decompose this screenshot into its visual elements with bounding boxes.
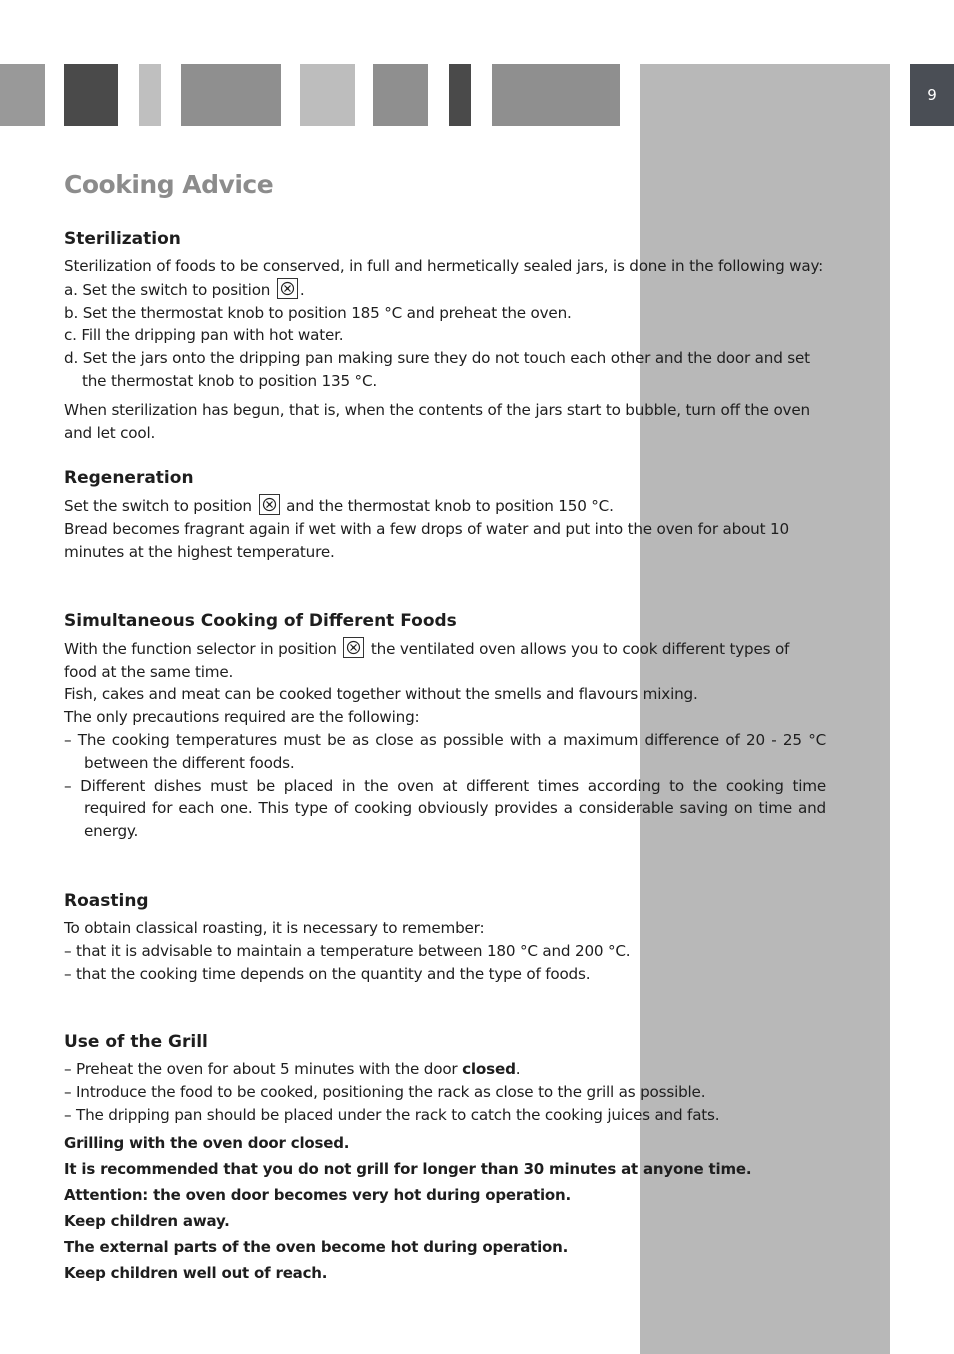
section-simultaneous-cooking — [64, 611, 826, 843]
page-content — [64, 170, 826, 1286]
header-bar-4 — [181, 64, 281, 126]
simultaneous-line1: With the function selector in position the ventilated oven allows you to cook different types of food at the same time. — [64, 637, 826, 684]
sterilization-step-c: c. Fill the dripping pan with hot water. — [64, 326, 344, 345]
sterilization-intro: Sterilization of foods to be conserved, in full and hermetically sealed jars, is done in the following way: — [64, 257, 824, 275]
fan-function-icon — [277, 278, 298, 299]
warning-line: The external parts of the oven become hot during operation. — [64, 1237, 569, 1256]
header-bar-8 — [492, 64, 620, 126]
section-roasting — [64, 891, 826, 985]
fan-function-icon — [259, 494, 280, 515]
grill-line3: – The dripping pan should be placed under the rack to catch the cooking juices and fats. — [64, 1105, 720, 1124]
page-number: 9 — [910, 64, 954, 126]
sterilization-step-a: a. Set the switch to position . — [64, 278, 826, 302]
roasting-line2: – that it is advisable to maintain a temperature between 180 °C and 200 °C. — [64, 941, 631, 960]
warning-line: It is recommended that you do not grill for longer than 30 minutes at anyone time. — [64, 1159, 752, 1178]
sterilization-closing: When sterilization has begun, that is, when the contents of the jars start to bubble, turn off the oven and let cool. — [64, 400, 810, 442]
warning-line: Keep children away. — [64, 1211, 230, 1230]
roasting-heading: Roasting — [64, 890, 149, 911]
section-sterilization — [64, 229, 826, 444]
simultaneous-line2: Fish, cakes and meat can be cooked together without the smells and flavours mixing. — [64, 685, 698, 704]
sterilization-step-b: b. Set the thermostat knob to position 185 °C and preheat the oven. — [64, 303, 572, 322]
header-bar-5 — [300, 64, 355, 126]
header-bar-1 — [0, 64, 45, 126]
warning-line: Keep children well out of reach. — [64, 1263, 328, 1282]
grill-line1: – Preheat the oven for about 5 minutes with the door closed. — [64, 1060, 521, 1079]
grill-warnings — [64, 1130, 826, 1286]
regeneration-heading: Regeneration — [64, 468, 194, 489]
warning-line: Attention: the oven door becomes very hot during operation. — [64, 1185, 571, 1204]
header-bar-6 — [373, 64, 428, 126]
header-bar-7 — [449, 64, 471, 126]
simultaneous-heading: Simultaneous Cooking of Different Foods — [64, 610, 457, 631]
regeneration-line1: Set the switch to position and the thermostat knob to position 150 °C. — [64, 494, 826, 518]
sterilization-step-d: d. Set the jars onto the dripping pan making sure they do not touch each other and the door and set the thermostat knob to position 135 °C. — [64, 349, 810, 390]
header-bar-2 — [64, 64, 118, 126]
header-bar-3 — [139, 64, 161, 126]
grill-line2: – Introduce the food to be cooked, positioning the rack as close to the grill as possible. — [64, 1083, 706, 1102]
roasting-line3: – that the cooking time depends on the quantity and the type of foods. — [64, 964, 591, 983]
roasting-line1: To obtain classical roasting, it is necessary to remember: — [64, 918, 485, 937]
section-grill — [64, 1032, 826, 1285]
grill-heading: Use of the Grill — [64, 1032, 208, 1053]
section-regeneration — [64, 468, 826, 563]
page-title: Cooking Advice — [64, 170, 274, 199]
simultaneous-bullet-1: – The cooking temperatures must be as close as possible with a maximum difference of 20 - 25 °C between the different foods. — [64, 730, 826, 772]
simultaneous-bullet-2: – Different dishes must be placed in the oven at different times according to the cooking time required for each one. This type of cooking obviously provides a considerable saving on time and energy. — [64, 776, 826, 841]
regeneration-line2: Bread becomes fragrant again if wet with a few drops of water and put into the oven for about 10 minutes at the highest temperature. — [64, 520, 789, 561]
sterilization-heading: Sterilization — [64, 229, 181, 249]
simultaneous-line3: The only precautions required are the following: — [64, 708, 420, 727]
warning-line: Grilling with the oven door closed. — [64, 1133, 350, 1152]
fan-function-icon — [343, 637, 364, 658]
